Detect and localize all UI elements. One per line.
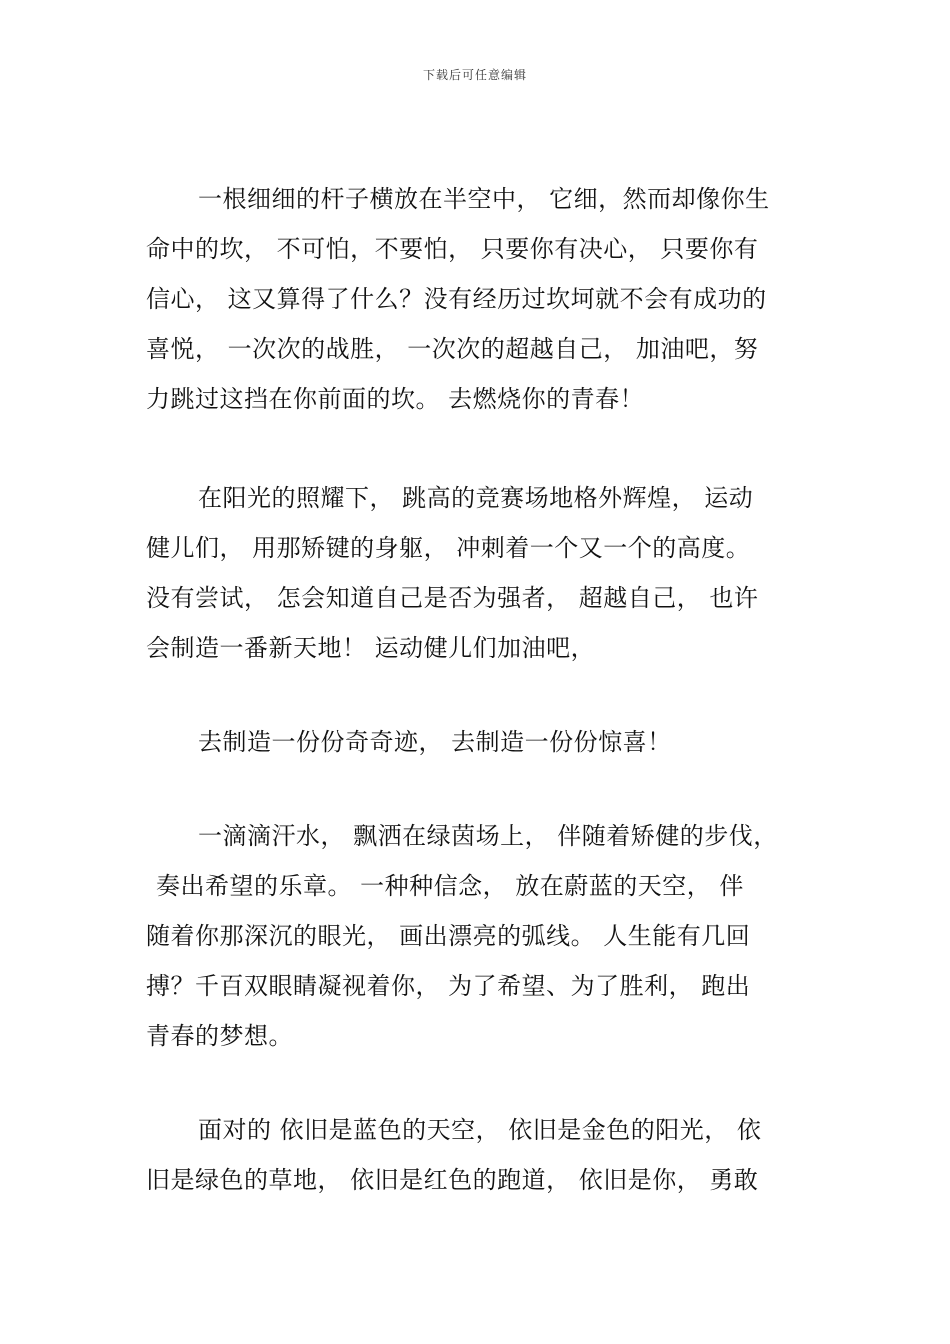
text-line: 青春的梦想。 [146,1022,293,1050]
header-note: 下载后可任意编辑 [422,68,527,82]
document-body [146,174,836,1205]
text-line: 搏？千百双眼睛凝视着你， 为了希望、为了胜利， 跑出 [146,972,751,1000]
text-line: 健儿们， 用那矫键的身躯， 冲刺着一个又一个的高度。 [146,534,751,562]
paragraph-5 [146,1105,836,1205]
text-line: 喜悦， 一次次的战胜， 一次次的超越自己， 加油吧，努 [146,335,759,363]
paragraph-3 [146,717,836,767]
paragraph-gap [146,424,836,473]
paragraph-2 [146,473,836,673]
paragraph-1 [146,174,836,424]
text-line: 没有尝试， 怎会知道自己是否为强者， 超越自己， 也许 [146,584,759,612]
paragraph-gap [146,1061,836,1105]
text-line: 一根细细的杆子横放在半空中， 它细，然而却像你生 [198,185,770,213]
text-line: 去制造一份份奇奇迹， 去制造一份份惊喜！ [198,728,672,756]
text-line: 在阳光的照耀下， 跳高的竞赛场地格外辉煌， 运动 [198,484,754,512]
text-line: 面对的 依旧是蓝色的天空， 依旧是金色的阳光， 依 [198,1116,762,1144]
text-line: 信心， 这又算得了什么？没有经历过坎坷就不会有成功的 [146,285,767,313]
text-line: 力跳过这挡在你前面的坎。 去燃烧你的青春！ [146,385,645,413]
text-line: 随着你那深沉的眼光， 画出漂亮的弧线。 人生能有几回 [146,922,751,950]
text-line: 命中的坎， 不可怕，不要怕， 只要你有决心， 只要你有 [146,235,759,263]
text-line: 一滴滴汗水， 飘洒在绿茵场上， 伴随着矫健的步伐， [198,822,778,850]
paragraph-gap [146,673,836,717]
text-line: 奏出希望的乐章。 一种种信念， 放在蔚蓝的天空， 伴 [156,872,744,900]
text-line: 旧是绿色的草地， 依旧是红色的跑道， 依旧是你， 勇敢 [146,1166,759,1194]
paragraph-4 [146,811,836,1061]
paragraph-gap [146,767,836,811]
text-line: 会制造一番新天地！ 运动健儿们加油吧， [146,634,596,662]
